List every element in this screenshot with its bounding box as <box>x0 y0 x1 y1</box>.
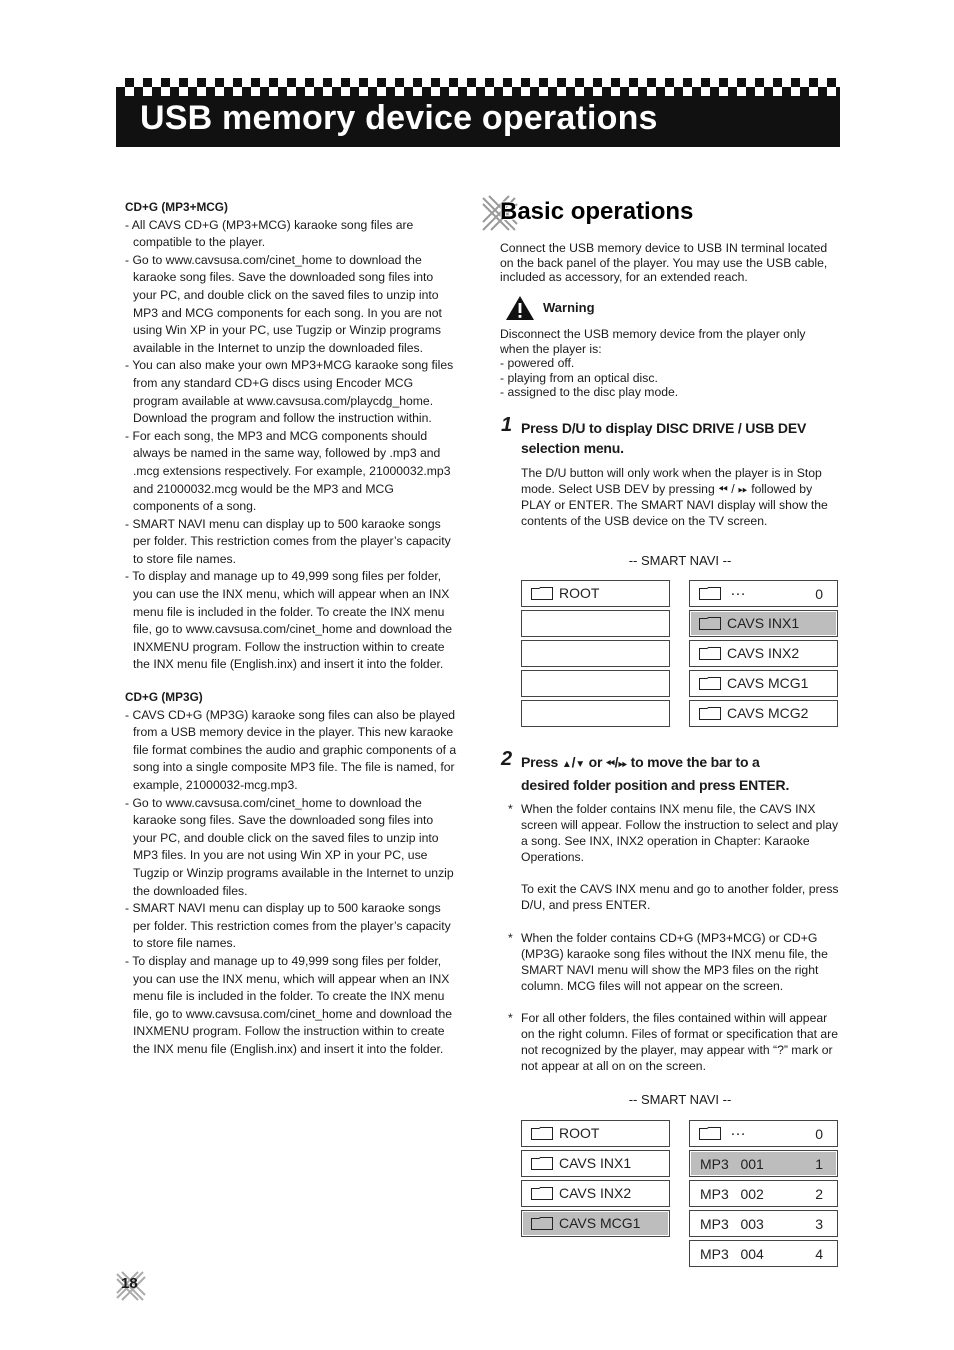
step-1-title: Press D/U to display DISC DRIVE / USB DEV selection menu. <box>521 420 807 456</box>
warning-line: - playing from an optical disc. <box>500 370 658 385</box>
step-2-sep: / <box>571 754 576 770</box>
note-bullet: * <box>508 1011 513 1025</box>
fast-forward-icon: ⏩︎ <box>738 482 748 496</box>
file-index: 1 <box>815 1156 823 1172</box>
navi1-right-label: CAVS MCG1 <box>727 675 809 691</box>
file-label: MP3 001 <box>700 1156 764 1172</box>
step-1-desc-a: The D/U button will only work when the player is in Stop mode. Select USB DEV by pressing <box>521 466 822 496</box>
navi1-left-item <box>521 610 670 637</box>
note-bullet: * <box>508 802 513 816</box>
navi1-left-item <box>521 670 670 697</box>
note-item <box>508 881 840 913</box>
step-2-sep-2: / <box>614 754 619 770</box>
navi2-right-item <box>689 1210 838 1237</box>
folder-icon <box>531 1187 553 1200</box>
folder-icon <box>699 1127 721 1140</box>
navi1-right-item-selected <box>689 610 838 637</box>
navi2-left-label: CAVS INX1 <box>559 1155 632 1171</box>
folder-icon <box>531 1127 553 1140</box>
navi1-right-label: CAVS INX1 <box>727 615 800 631</box>
list-item: - SMART NAVI menu can display up to 500 karaoke songs per folder. This restriction comes from the player’s capacity to store file names. <box>125 900 460 953</box>
navi1-left-label: ROOT <box>559 585 600 601</box>
step-1-number: 1 <box>501 414 513 436</box>
navi2-left-label: ROOT <box>559 1125 600 1141</box>
navi2-left-item-selected <box>521 1210 670 1237</box>
down-arrow-icon: ▼ <box>575 759 585 770</box>
file-label: MP3 004 <box>700 1246 764 1262</box>
smart-navi-caption-2: -- SMART NAVI -- <box>628 1092 732 1107</box>
file-label: MP3 003 <box>700 1216 764 1232</box>
step-2-press: Press <box>521 754 559 770</box>
navi2-right-item <box>689 1240 838 1267</box>
folder-icon <box>699 677 721 690</box>
note-text: For all other folders, the files contained within will appear on the right column. Files of format or specification that are not recognized by the player, may appear with “?” mark or not appear at all on on the screen. <box>521 1011 839 1073</box>
warning-line: - assigned to the disc play mode. <box>500 385 679 399</box>
step-1-desc-b: followed by PLAY or ENTER. The SMART NAVI display will show the contents of the USB device on the TV screen. <box>521 482 828 528</box>
note-text: When the folder contains INX menu file, the CAVS INX screen will appear. Follow the instruction to select and play a song. See INX, INX2 operation in Chapter: Karaoke Operations. <box>521 802 839 864</box>
mp3-mcg-list <box>125 217 460 674</box>
warning-text <box>500 327 835 400</box>
step-2-title <box>521 752 841 795</box>
intro-text: Connect the USB memory device to USB IN terminal located on the back panel of the player. You may use the USB cable, included as accessory, for an extended reach. <box>500 241 828 284</box>
step-1-description <box>521 465 836 529</box>
folder-icon <box>531 587 553 600</box>
list-item: - Go to www.cavsusa.com/cinet_home to download the karaoke song files. Save the downloaded song files into your PC, and double click on the saved files to unzip into MP3 files. In you are not using Win XP in your PC, use Tugzip or Winzip programs available in the Internet to unzip the downloaded files. <box>125 795 460 901</box>
note-text: When the folder contains CD+G (MP3+MCG) or CD+G (MP3G) karaoke song files without the INX menu file, the SMART NAVI menu will show the MP3 files on the right column. MCG files will not appear on the screen. <box>521 931 828 993</box>
navi2-left-item <box>521 1120 670 1147</box>
rewind-icon: ⏪︎ <box>718 482 728 496</box>
navi2-left-item <box>521 1180 670 1207</box>
file-index: 2 <box>815 1186 823 1202</box>
section-heading-mp3-mcg: CD+G (MP3+MCG) <box>125 200 228 214</box>
navi1-right-item <box>689 640 838 667</box>
step-1-desc-sep: / <box>731 482 735 496</box>
navi2-left-label: CAVS MCG1 <box>559 1215 641 1231</box>
navi1-right-item <box>689 700 838 727</box>
folder-icon <box>531 1157 553 1170</box>
navi1-left-item <box>521 580 670 607</box>
navi2-left-label: CAVS INX2 <box>559 1185 632 1201</box>
warning-line: Disconnect the USB memory device from the player only when the player is: <box>500 327 806 356</box>
navi2-right-item <box>689 1120 838 1147</box>
list-item: - Go to www.cavsusa.com/cinet_home to download the karaoke song files. Save the downloaded song files into your PC, and double click on the saved files to unzip into MP3 and MCG components for each song. In you are not using Win XP in your PC, use Tugzip or Winzip programs available in the Internet to unzip the downloaded files. <box>125 252 460 358</box>
folder-icon <box>531 1217 553 1230</box>
navi1-left-item <box>521 640 670 667</box>
item-count: 0 <box>815 586 823 602</box>
navi1-right-label: CAVS INX2 <box>727 645 800 661</box>
rewind-icon: ⏪︎ <box>605 758 615 770</box>
title-bar <box>116 96 840 147</box>
folder-icon <box>699 587 721 600</box>
list-item: - For each song, the MP3 and MCG components should always be named in the same way, followed by .mp3 and .mcg extensions respectively. For example, 21000032.mp3 and 21000032.mcg would be the MP3 and MCG components of a song. <box>125 428 460 516</box>
list-item: - To display and manage up to 49,999 song files per folder, you can use the INX menu, which will appear when an INX menu file is included in the folder. To create the INX menu file, go to www.cavsusa.com/cinet_home and download the INXMENU program. Follow the instruction within to create the INX menu file (English.inx) and insert it into the folder. <box>125 953 460 1059</box>
folder-icon <box>699 617 721 630</box>
navi1-left-item <box>521 700 670 727</box>
up-arrow-icon: ▲ <box>561 759 572 770</box>
checker-border <box>116 78 840 96</box>
section-heading-mp3g: CD+G (MP3G) <box>125 690 203 705</box>
step-2-line2: desired folder position and press ENTER. <box>521 777 790 793</box>
navi2-left-item <box>521 1150 670 1177</box>
page-number: 18 <box>121 1275 138 1292</box>
note-text: To exit the CAVS INX menu and go to another folder, press D/U, and press ENTER. <box>521 882 839 912</box>
folder-icon <box>699 707 721 720</box>
list-item: - You can also make your own MP3+MCG karaoke song files from any standard CD+G discs using Encoder MCG program available at www.cavsusa.com/playcdg_home. Download the program and follow the instruction within. <box>125 357 460 427</box>
file-label: MP3 002 <box>700 1186 764 1202</box>
file-index: 4 <box>815 1246 823 1262</box>
navi1-right-label: CAVS MCG2 <box>727 705 809 721</box>
note-item <box>508 930 840 994</box>
note-item <box>508 801 840 865</box>
parent-folder-label: … <box>730 1122 746 1139</box>
file-index: 3 <box>815 1216 823 1232</box>
title-banner <box>116 78 840 147</box>
list-item: - To display and manage up to 49,999 song files per folder, you can use the INX menu, which will appear when an INX menu file is included in the folder. To create the INX menu file, go to www.cavsusa.com/cinet_home and download the INXMENU program. Follow the instruction within to create the INX menu file (English.inx) and insert it into the folder. <box>125 568 460 674</box>
navi2-right-item-selected <box>689 1150 838 1177</box>
folder-icon <box>699 647 721 660</box>
navi2-right-item <box>689 1180 838 1207</box>
warning-label: Warning <box>543 300 595 315</box>
parent-folder-label: … <box>730 582 746 599</box>
smart-navi-caption-1: -- SMART NAVI -- <box>628 553 732 568</box>
section-title: Basic operations <box>500 198 694 225</box>
step-2-number: 2 <box>501 748 513 770</box>
warning-line: - powered off. <box>500 356 575 370</box>
left-column <box>125 199 460 1059</box>
list-item: - All CAVS CD+G (MP3+MCG) karaoke song files are compatible to the player. <box>125 217 460 252</box>
mp3g-list <box>125 707 460 1059</box>
warning-icon <box>505 295 535 321</box>
item-count: 0 <box>815 1126 823 1142</box>
step-2-or: or <box>588 754 603 770</box>
navi1-right-item <box>689 670 838 697</box>
list-item: - CAVS CD+G (MP3G) karaoke song files can also be played from a USB memory device in the player. This new karaoke file format combines the audio and graphic components of a song into a single composite MP3 file. The file is named, for example, 21000032-mcg.mp3. <box>125 707 460 795</box>
list-item: - SMART NAVI menu can display up to 500 karaoke songs per folder. This restriction comes from the player’s capacity to store file names. <box>125 516 460 569</box>
note-bullet: * <box>508 931 513 945</box>
page-title: USB memory device operations <box>140 99 658 137</box>
step-2-rest: to move the bar to a <box>630 754 760 770</box>
note-item <box>508 1010 840 1074</box>
navi1-right-item <box>689 580 838 607</box>
fast-forward-icon: ⏩︎ <box>618 758 627 770</box>
